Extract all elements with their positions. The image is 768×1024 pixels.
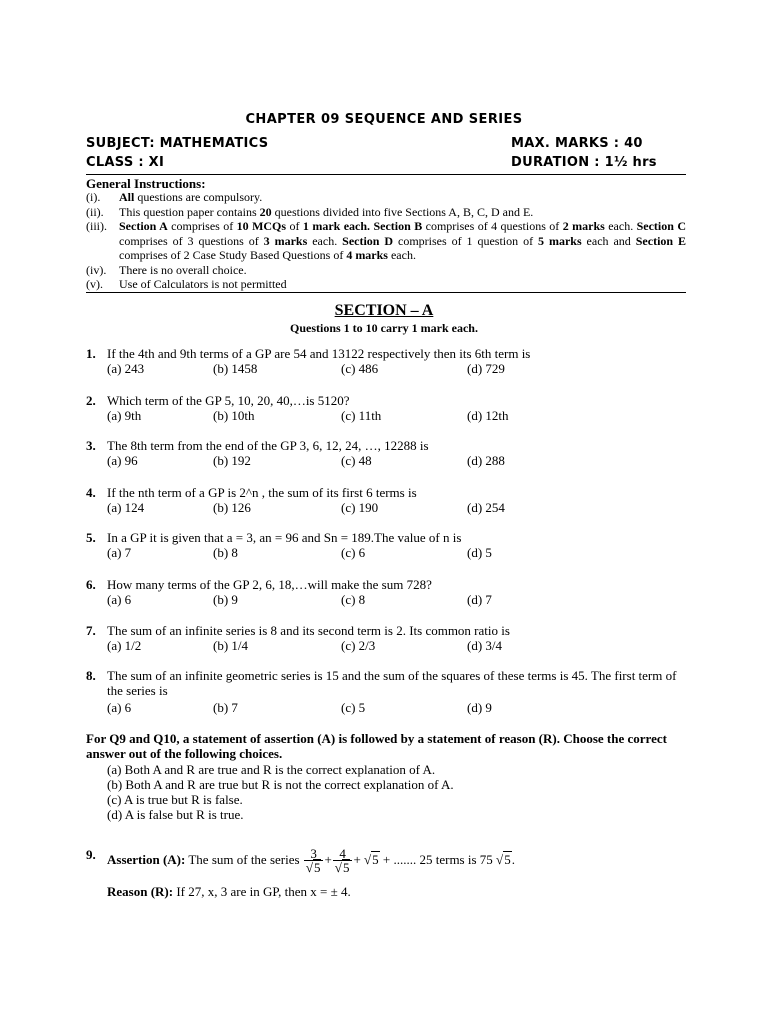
subject-label: SUBJECT: MATHEMATICS [86, 136, 269, 151]
question-text: The 8th term from the end of the GP 3, 6, 12, 24, …, 12288 is [107, 438, 429, 453]
answer-option: (b) 1/4 [213, 638, 249, 653]
answer-option: (a) 6 [107, 700, 132, 715]
radicand: 5 [372, 851, 379, 867]
instruction-emphasis: Section C [636, 219, 687, 233]
options-row [107, 700, 686, 715]
answer-option: (b) 9 [213, 592, 238, 607]
answer-option: (b) 10th [213, 408, 255, 423]
answer-option: (b) 7 [213, 700, 238, 715]
answer-option: (a) 124 [107, 500, 145, 515]
instruction-emphasis: 4 marks [346, 248, 388, 263]
instruction-item [86, 205, 686, 220]
options-row [107, 408, 686, 423]
answer-option: (d) 3/4 [467, 638, 503, 653]
assertion-reason-intro: For Q9 and Q10, a statement of assertion (A) is followed by a statement of reason (R). Choose the correct answer out of the following choices. [86, 731, 667, 761]
paper-title: CHAPTER 09 SEQUENCE AND SERIES [245, 112, 523, 127]
answer-option: (c) 2/3 [341, 638, 376, 653]
fraction-2-denominator: √5 [334, 860, 350, 875]
fraction-2 [333, 847, 353, 875]
options-row [107, 545, 686, 560]
series-period: . [511, 851, 515, 867]
answer-option: (a) 243 [107, 361, 145, 376]
fraction-1-numerator: 3 [304, 847, 324, 861]
answer-option: (a) 7 [107, 545, 132, 560]
question-number: 3. [86, 438, 96, 453]
section-subtitle: Questions 1 to 10 carry 1 mark each. [290, 321, 478, 335]
assertion-line: Assertion (A): The sum of the series $\frac{3}{√5}$ + $\frac{4}{√5}$ + √5 + ....... 25 terms is 75 √5. [107, 846, 515, 875]
assertion-reason-choice: (b) Both A and R are true but R is not the correct explanation of A. [107, 777, 454, 792]
instructions-heading: General Instructions: [86, 176, 206, 191]
instruction-text: This question paper contains 20 questions divided into five Sections A, B, C, D and E. [119, 205, 534, 219]
instruction-text: There is no overall choice. [119, 263, 247, 277]
assertion-reason-choice: (a) Both A and R are true and R is the correct explanation of A. [107, 762, 436, 777]
question-number: 6. [86, 577, 96, 592]
instruction-emphasis: Section B [373, 219, 423, 233]
instruction-emphasis: 5 marks [538, 233, 582, 248]
instruction-text: All questions are compulsory. [119, 190, 263, 204]
assertion-reason-choice: (c) A is true but R is false. [107, 792, 243, 807]
instruction-emphasis: 2 marks [562, 219, 605, 233]
instruction-item [86, 190, 686, 205]
question-text: Which term of the GP 5, 10, 20, 40,…is 5120? [107, 393, 350, 408]
instruction-emphasis: All [119, 190, 135, 204]
answer-option: (c) 190 [341, 500, 379, 515]
question-text: The sum of an infinite series is 8 and its second term is 2. Its common ratio is [107, 623, 510, 638]
answer-option: (c) 11th [341, 408, 382, 423]
assertion-text: The sum of the series [188, 851, 300, 867]
answer-option: (a) 1/2 [107, 638, 142, 653]
reason-line [107, 884, 351, 900]
instruction-text: Section A comprises of 10 MCQs of 1 mark each. Section B comprises of 4 questions of 2 marks each. Section C comprises of 3 questions of 3 marks each. Section D comprises of 1 question of 5 marks each and Section E comprises of 2 Case Study Based Questions of 4 marks each. [119, 219, 687, 263]
question-number: 4. [86, 485, 96, 500]
answer-option: (c) 8 [341, 592, 366, 607]
duration-label: DURATION : 1½ hrs [511, 155, 657, 170]
instruction-emphasis: 20 [259, 205, 272, 219]
instruction-number: (iii). [86, 219, 107, 233]
answer-option: (a) 6 [107, 592, 132, 607]
answer-option: (a) 96 [107, 453, 138, 468]
reason-text: If 27, x, 3 are in GP, then x = ± 4. [176, 884, 351, 899]
answer-option: (d) 7 [467, 592, 492, 607]
instruction-text: Use of Calculators is not permitted [119, 277, 287, 291]
instruction-emphasis: Section E [635, 233, 687, 248]
radicand: 5 [313, 860, 321, 875]
answer-option: (b) 192 [213, 453, 251, 468]
instruction-emphasis: Section D [342, 233, 394, 248]
question-text: If the nth term of a GP is 2^n , the sum of its first 6 terms is [107, 485, 417, 500]
question-number: 2. [86, 393, 96, 408]
answer-option: (d) 729 [467, 361, 505, 376]
instruction-emphasis: 3 marks [263, 233, 308, 248]
question-text: If the 4th and 9th terms of a GP are 54 and 13122 respectively then its 6th term is [107, 346, 531, 361]
options-row [107, 500, 686, 515]
fraction-2-numerator: 4 [333, 847, 353, 861]
instruction-emphasis: 1 mark each. [302, 219, 371, 233]
answer-option: (a) 9th [107, 408, 142, 423]
answer-option: (c) 5 [341, 700, 366, 715]
answer-option: (c) 48 [341, 453, 372, 468]
answer-option: (b) 1458 [213, 361, 258, 376]
instruction-item [86, 219, 686, 263]
instruction-emphasis: 10 MCQs [236, 219, 287, 233]
meta-row-subject [86, 136, 686, 154]
instruction-item [86, 277, 686, 292]
options-row [107, 638, 686, 653]
assertion-reason-choice: (d) A is false but R is true. [107, 807, 244, 822]
question-number: 1. [86, 346, 96, 361]
question-text: In a GP it is given that a = 3, an = 96 and Sn = 189.The value of n is [107, 530, 462, 545]
options-row [107, 361, 686, 376]
question-number: 7. [86, 623, 96, 638]
divider-top [86, 174, 686, 175]
class-label: CLASS : XI [86, 155, 165, 170]
reason-label: Reason (R): [107, 884, 174, 899]
question-text: The sum of an infinite geometric series is 15 and the sum of the squares of these terms is 45. The first term of the series is [107, 668, 677, 698]
fraction-1-denominator: √5 [305, 860, 321, 875]
options-row [107, 592, 686, 607]
section-title: SECTION – A [334, 302, 434, 319]
answer-option: (d) 9 [467, 700, 492, 715]
answer-option: (d) 288 [467, 453, 505, 468]
answer-option: (d) 254 [467, 500, 505, 515]
radicand: 5 [342, 860, 350, 875]
question-text: How many terms of the GP 2, 6, 18,…will make the sum 728? [107, 577, 432, 592]
instruction-number: (iv). [86, 263, 107, 277]
divider-instructions [86, 292, 686, 293]
answer-option: (d) 5 [467, 545, 492, 560]
series-tail: + ....... 25 terms is 75 [382, 851, 493, 867]
options-row [107, 453, 686, 468]
meta-row-class [86, 155, 686, 173]
max-marks-label: MAX. MARKS : 40 [511, 136, 643, 151]
instruction-item [86, 263, 686, 278]
question-number: 5. [86, 530, 96, 545]
answer-option: (c) 486 [341, 361, 379, 376]
fraction-1 [304, 847, 324, 875]
question-number: 9. [86, 847, 96, 862]
assertion-label: Assertion (A): [107, 851, 186, 867]
instruction-emphasis: Section A [119, 219, 168, 233]
answer-option: (b) 8 [213, 545, 238, 560]
question-9 [86, 837, 686, 899]
answer-option: (c) 6 [341, 545, 366, 560]
instruction-number: (ii). [86, 205, 104, 219]
answer-option: (b) 126 [213, 500, 251, 515]
answer-option: (d) 12th [467, 408, 509, 423]
radicand: 5 [504, 851, 511, 867]
question-number: 8. [86, 668, 96, 683]
instruction-number: (i). [86, 190, 101, 204]
instruction-number: (v). [86, 277, 103, 291]
